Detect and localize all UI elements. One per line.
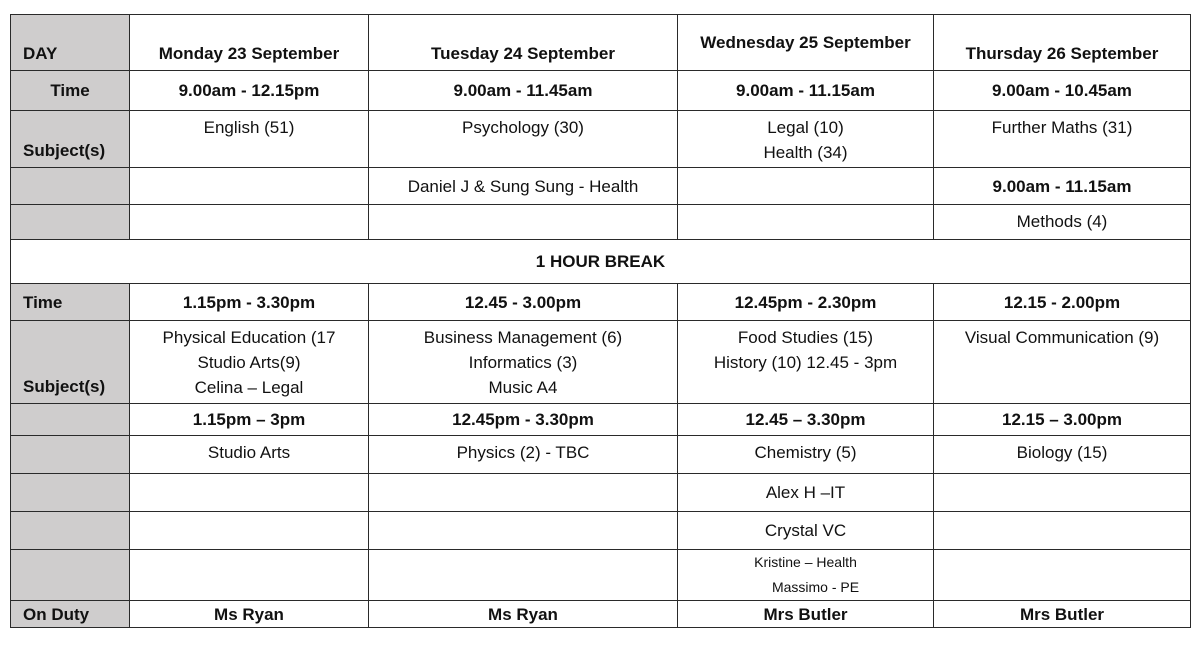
morning-extra-wed — [678, 168, 934, 205]
header-row — [11, 15, 1191, 71]
morning-extra-row-1 — [11, 168, 1191, 205]
afternoon-time-row — [11, 284, 1191, 321]
afternoon-extra-row-1 — [11, 474, 1191, 512]
afternoon-time-tue: 12.45 - 3.00pm — [369, 284, 678, 321]
morning-extra2-thu: Methods (4) — [934, 205, 1191, 240]
afternoon-subject2-wed: Chemistry (5) — [678, 436, 934, 474]
blank-label — [11, 205, 130, 240]
break-row — [11, 240, 1191, 284]
afternoon-subject2-row — [11, 436, 1191, 474]
morning-extra-tue: Daniel J & Sung Sung - Health — [369, 168, 678, 205]
empty-cell — [934, 512, 1191, 550]
afternoon-time2-tue: 12.45pm - 3.30pm — [369, 404, 678, 436]
afternoon-subject-wed: Food Studies (15) History (10) 12.45 - 3pm — [678, 321, 934, 404]
day-monday: Monday 23 September — [130, 15, 369, 71]
morning-subject-thu: Further Maths (31) — [934, 111, 1191, 168]
morning-extra-mon — [130, 168, 369, 205]
empty-cell — [369, 474, 678, 512]
morning-extra2-tue — [369, 205, 678, 240]
day-label: DAY — [11, 15, 130, 71]
blank-label — [11, 168, 130, 205]
blank-label — [11, 474, 130, 512]
morning-extra-thu: 9.00am - 11.15am — [934, 168, 1191, 205]
afternoon-subject2-tue: Physics (2) - TBC — [369, 436, 678, 474]
subject-label: Subject(s) — [11, 111, 130, 168]
on-duty-label: On Duty — [11, 601, 130, 628]
duty-wed: Mrs Butler — [678, 601, 934, 628]
afternoon-time2-mon: 1.15pm – 3pm — [130, 404, 369, 436]
empty-cell — [369, 550, 678, 601]
morning-subject-tue: Psychology (30) — [369, 111, 678, 168]
blank-label — [11, 404, 130, 436]
empty-cell — [934, 474, 1191, 512]
morning-time-wed: 9.00am - 11.15am — [678, 71, 934, 111]
time-label: Time — [11, 71, 130, 111]
afternoon-time-thu: 12.15 - 2.00pm — [934, 284, 1191, 321]
morning-extra2-mon — [130, 205, 369, 240]
afternoon-subject-mon: Physical Education (17 Studio Arts(9) Celina – Legal — [130, 321, 369, 404]
morning-time-thu: 9.00am - 10.45am — [934, 71, 1191, 111]
afternoon-time2-wed: 12.45 – 3.30pm — [678, 404, 934, 436]
blank-label — [11, 512, 130, 550]
duty-thu: Mrs Butler — [934, 601, 1191, 628]
morning-subject-mon: English (51) — [130, 111, 369, 168]
day-tuesday: Tuesday 24 September — [369, 15, 678, 71]
morning-subject-row — [11, 111, 1191, 168]
day-wednesday: Wednesday 25 September — [678, 15, 934, 71]
empty-cell — [934, 550, 1191, 601]
morning-time-tue: 9.00am - 11.45am — [369, 71, 678, 111]
afternoon-subject-tue: Business Management (6) Informatics (3) Music A4 — [369, 321, 678, 404]
afternoon-subject2-thu: Biology (15) — [934, 436, 1191, 474]
duty-tue: Ms Ryan — [369, 601, 678, 628]
on-duty-row — [11, 601, 1191, 628]
afternoon-extra-row-2 — [11, 512, 1191, 550]
empty-cell — [130, 474, 369, 512]
empty-cell — [369, 512, 678, 550]
empty-cell — [130, 550, 369, 601]
afternoon-time-mon: 1.15pm - 3.30pm — [130, 284, 369, 321]
empty-cell — [130, 512, 369, 550]
afternoon-subject2-mon: Studio Arts — [130, 436, 369, 474]
break-label: 1 HOUR BREAK — [11, 240, 1191, 284]
afternoon-extra-row-3 — [11, 550, 1191, 601]
blank-label — [11, 436, 130, 474]
time-label: Time — [11, 284, 130, 321]
exam-schedule-table — [10, 14, 1191, 628]
duty-mon: Ms Ryan — [130, 601, 369, 628]
subject-label: Subject(s) — [11, 321, 130, 404]
morning-subject-wed: Legal (10) Health (34) — [678, 111, 934, 168]
morning-extra2-wed — [678, 205, 934, 240]
afternoon-extra1-wed: Alex H –IT — [678, 474, 934, 512]
morning-time-row — [11, 71, 1191, 111]
afternoon-extra2-wed: Crystal VC — [678, 512, 934, 550]
morning-time-mon: 9.00am - 12.15pm — [130, 71, 369, 111]
afternoon-extra3-wed: Kristine – Health Massimo - PE — [678, 550, 934, 601]
afternoon-time-wed: 12.45pm - 2.30pm — [678, 284, 934, 321]
afternoon-time2-thu: 12.15 – 3.00pm — [934, 404, 1191, 436]
afternoon-subject-row — [11, 321, 1191, 404]
afternoon-time2-row — [11, 404, 1191, 436]
afternoon-subject-thu: Visual Communication (9) — [934, 321, 1191, 404]
morning-extra-row-2 — [11, 205, 1191, 240]
day-thursday: Thursday 26 September — [934, 15, 1191, 71]
blank-label — [11, 550, 130, 601]
